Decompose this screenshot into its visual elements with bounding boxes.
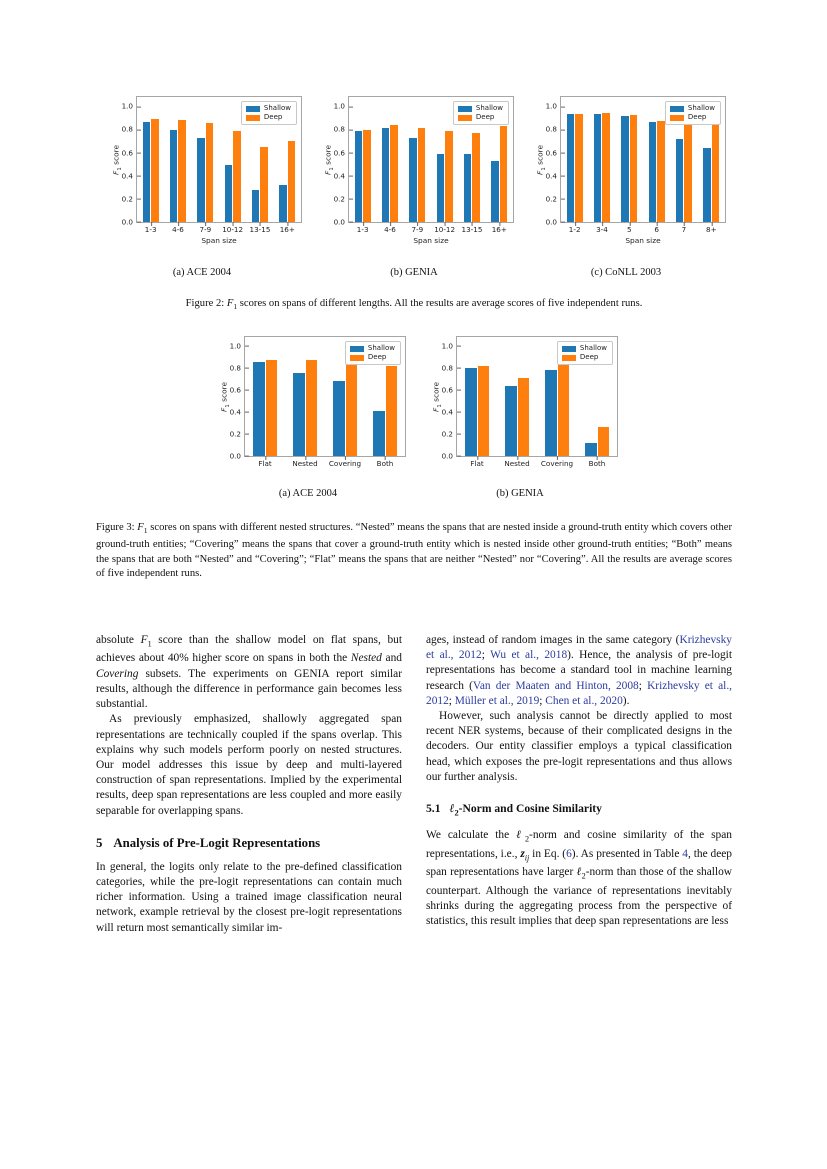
legend-label: Deep [687,113,707,121]
y-axis-tick: 1.0 [334,103,349,110]
paragraph-ner-decoders: However, such analysis cannot be directly applied to most recent NER systems, because of their complicated designs in the decoders. Our entity classifier employs a typical classification head, which exposes the pre-logit representations and thus allows our further analysis. [426,710,732,783]
bar-shallow [491,161,499,222]
bar-deep [346,361,357,456]
y-axis-tick: 0.4 [334,172,349,179]
legend-swatch-deep [350,355,364,361]
legend-entry [350,345,395,352]
bar-group [588,97,615,234]
figure-3-caption-body: scores on spans with different nested structures. “Nested” means the spans that are nested inside a ground-truth entity which covers other ground-truth entities; “Covering” means the spans that cover a ground-truth entity which is nested inside other ground-truth entities; “Both” means the spans that are both “Nested” and “Covering”; “Flat” means the spans that are neither “Nested” nor “Covering”. All the results are average scores of five independent runs. [96,522,733,579]
bar-group [457,337,497,468]
bar-shallow [621,116,629,222]
legend-swatch-shallow [670,106,684,112]
text-run: ). Hence, the analysis of pre-logit representations has become a standard tool in machine learning research ( [426,649,732,692]
citation-link[interactable]: Müller et al., 2019 [454,694,540,707]
bar-shallow [252,190,260,222]
y-axis-tick: 0.8 [334,126,349,133]
bar-shallow [437,154,445,222]
text-run: , the deep span representations have larger [426,847,732,879]
y-axis-tick: 0.6 [546,149,561,156]
chart-fig3a [202,328,414,483]
bar-shallow [143,122,151,222]
bar-deep [478,366,489,456]
y-axis-tick: 0.4 [230,408,245,415]
legend-label: Deep [367,353,387,361]
section-number: 5 [96,835,103,850]
figure-3-subcaption-b: (b) GENIA [496,488,544,499]
y-axis-tick: 0.0 [334,218,349,225]
bar-shallow [409,138,417,222]
bar-shallow [293,373,304,456]
body-column-right [426,633,732,929]
x-axis-tick: Both [376,459,394,468]
paragraph-prelogit-tool [426,633,732,709]
bar-shallow [585,443,596,456]
legend-entry [350,354,395,361]
figure-3-caption-prefix: Figure 3: [96,522,138,533]
y-axis-tick: 0.2 [122,195,137,202]
x-axis-tick: 7 [681,225,687,234]
legend-entry [670,114,715,121]
bar-deep [575,114,583,222]
text-run: ; [481,649,491,662]
math-subscript: 2 [581,871,586,881]
chart-legend [665,101,721,125]
body-column-left [96,633,402,936]
bar-deep [178,120,186,222]
figure-2-subcaption-c: (c) CoNLL 2003 [590,267,662,278]
x-axis-tick: Nested [504,459,530,468]
figure-2-caption [110,297,718,314]
bar-deep [684,118,692,222]
bar-shallow [567,114,575,222]
x-axis-tick: 7-9 [411,225,424,234]
legend-swatch-shallow [458,106,472,112]
math-subscript: 1 [147,639,152,649]
math-ell: ℓ [516,829,525,842]
y-axis-tick: 0.2 [442,430,457,437]
chart-legend [345,341,401,365]
x-axis-tick: 5 [627,225,632,234]
x-axis-tick: 16+ [491,225,507,234]
text-run: score than the shallow model on flat spans, but achieves about 40% higher score on spans in both the [96,634,402,665]
bar-deep [558,363,569,456]
paragraph-norm-cosine [426,828,732,929]
emphasis-nested: Nested [350,652,382,665]
bar-deep [598,427,609,456]
bar-deep [390,125,398,222]
legend-label: Shallow [367,344,395,352]
bar-deep [363,130,371,222]
y-axis-tick: 0.4 [442,408,457,415]
bar-group [137,97,164,234]
chart-legend [241,101,297,125]
bar-shallow [649,122,657,222]
legend-swatch-shallow [246,106,260,112]
bar-deep [500,126,508,222]
legend-entry [562,345,607,352]
text-run: absolute [96,634,141,646]
y-axis-tick: 0.8 [230,364,245,371]
section-title: Analysis of Pre-Logit Representations [113,835,321,850]
bar-deep [712,125,720,222]
x-axis-tick: 7-9 [199,225,212,234]
bar-shallow [465,368,476,456]
bar-deep [518,378,529,456]
text-run: subsets. The experiments on GENIA report similar results, although the difference in performance gain becomes less substantial. [96,667,402,711]
bar-deep [266,360,277,456]
bar-shallow [197,138,205,222]
bar-group [497,337,537,468]
legend-label: Shallow [579,344,607,352]
text-run: ; [539,694,546,707]
plot-area [323,96,514,245]
x-axis-label: Span size [625,236,661,245]
y-axis-tick: 0.8 [546,126,561,133]
x-axis-tick: 13-15 [249,225,271,234]
y-axis-tick: 0.2 [334,195,349,202]
text-run: ages, instead of random images in the same category ( [426,634,680,646]
y-axis-tick: 0.0 [230,452,245,459]
figure-2-charts [96,88,732,263]
legend-entry [670,105,715,112]
bar-group [376,97,403,234]
x-axis-tick: Covering [540,459,574,468]
x-axis-tick: 3-4 [596,225,608,234]
legend-entry [458,114,503,121]
subsection-number: 5.1 [426,802,441,816]
x-axis-tick: 10-12 [222,225,244,234]
bar-deep [386,366,397,456]
x-axis-tick: 6 [654,225,659,234]
legend-swatch-shallow [562,346,576,352]
y-axis-tick: 0.0 [442,452,457,459]
bar-deep [418,128,426,222]
figure-2-caption-body: scores on spans of different lengths. All the results are average scores of five independent runs. [237,298,643,309]
legend-label: Shallow [263,104,291,112]
chart-fig3b [414,328,626,483]
bar-shallow [545,370,556,456]
plot-area [431,336,618,468]
figure-3-caption-sub: 1 [143,526,148,536]
x-axis-label: Span size [201,236,237,245]
bar-shallow [676,139,684,222]
bar-deep [445,131,453,222]
y-axis-tick: 0.4 [546,172,561,179]
figure-3-subcaption-a: (a) ACE 2004 [278,488,338,499]
x-axis-tick: Covering [328,459,362,468]
bar-group [561,97,588,234]
bar-shallow [382,128,390,222]
legend-entry [246,114,291,121]
bar-deep [260,147,268,222]
emphasis-covering: Covering [96,667,139,680]
bar-deep [151,119,159,222]
legend-entry [458,105,503,112]
legend-swatch-deep [562,355,576,361]
math-subscript: 2 [454,808,459,818]
bar-deep [472,133,480,222]
bar-shallow [333,381,344,456]
x-axis-tick: Nested [292,459,318,468]
legend-label: Deep [579,353,599,361]
x-axis-tick: 4-6 [172,225,184,234]
chart-legend [453,101,509,125]
y-axis-label: $F_1$ score [323,144,335,175]
math-subscript: ij [524,853,530,863]
figure-3-caption [96,521,732,581]
plot-area [111,96,302,245]
bar-shallow [279,185,287,222]
bar-group [404,97,431,234]
bar-group [164,97,191,234]
y-axis-label: $F_1$ score [431,381,443,412]
paragraph-logits-intro: In general, the logits only relate to the pre-defined classification categories, while the pre-logit representations can contain much richer information. Using a trained image classification neural network, example retrieval by the closest pre-logit representations will return most semantically similar im- [96,860,402,934]
legend-label: Shallow [475,104,503,112]
plot-area [535,96,726,245]
bar-deep [233,131,241,222]
subsection-heading-5-1 [426,801,732,820]
x-axis-tick: Flat [470,459,484,468]
section-heading-5 [96,835,402,851]
bar-deep [657,121,665,222]
legend-label: Shallow [687,104,715,112]
chart-fig2b [308,88,520,263]
bar-shallow [703,148,711,222]
paragraph-continuation [96,633,402,712]
equation-ref-link[interactable]: 6 [566,847,572,860]
y-axis-tick: 0.0 [122,218,137,225]
y-axis-tick: 0.6 [122,149,137,156]
x-axis-label: Span size [413,236,449,245]
text-run: ). [622,694,630,707]
y-axis-tick: 0.0 [546,218,561,225]
figure-2-caption-prefix: Figure 2: [185,298,227,309]
figure-3-caption-f: F [137,522,144,533]
y-axis-tick: 0.2 [546,195,561,202]
chart-fig2a [96,88,308,263]
bar-shallow [253,362,264,456]
bar-shallow [594,114,602,222]
plot-area [219,336,406,468]
citation-link[interactable]: Chen et al., 2020 [545,694,623,707]
bar-shallow [373,411,384,456]
text-run: in Eq. ( [529,847,567,860]
x-axis-tick: 8+ [705,225,717,234]
x-axis-tick: 10-12 [434,225,456,234]
figure-2-caption-f: F [226,298,234,309]
text-run: and [381,652,402,665]
y-axis-tick: 0.8 [122,126,137,133]
math-z: z [520,847,525,860]
chart-fig2c [520,88,732,263]
legend-entry [562,354,607,361]
legend-swatch-deep [458,115,472,121]
legend-swatch-deep [246,115,260,121]
y-axis-tick: 1.0 [442,342,457,349]
bar-group [285,337,325,468]
subsection-title: -Norm and Cosine Similarity [458,802,602,816]
x-axis-tick: 16+ [279,225,295,234]
math-ell: ℓ [576,866,582,879]
y-axis-label: $F_1$ score [535,144,547,175]
legend-entry [246,105,291,112]
bar-deep [206,123,214,222]
legend-label: Deep [263,113,283,121]
math-f: F [140,634,148,646]
bar-deep [630,115,638,222]
y-axis-tick: 0.6 [334,149,349,156]
text-run: ). As presented in Table [571,847,683,860]
y-axis-label: $F_1$ score [111,144,123,175]
y-axis-tick: 0.2 [230,430,245,437]
citation-link[interactable]: Krizhevsky et al., 2012 [426,634,732,662]
bar-group [349,97,376,234]
x-axis-tick: 1-3 [144,225,157,234]
y-axis-tick: 0.6 [230,386,245,393]
math-subscript: 2 [524,834,530,844]
bar-deep [306,360,317,456]
x-axis-tick: 4-6 [384,225,396,234]
x-axis-tick: 1-2 [568,225,581,234]
text-run: -norm than those of the shallow counterpart. Although the variance of representations inevitably shrinks during the aggregating process from the perspective of statistics, this result implies that deep span representations are less [426,866,733,928]
citation-link[interactable]: Krizhevsky et al., 2012 [426,679,733,707]
y-axis-tick: 0.4 [122,172,137,179]
figure-2-subcaption-a: (a) ACE 2004 [172,267,232,278]
bar-shallow [505,386,516,456]
bar-group [192,97,219,234]
x-axis-tick: Flat [258,459,272,468]
figure-3-charts [202,328,626,483]
chart-legend [557,341,613,365]
citation-link[interactable]: Wu et al., 2018 [490,649,568,662]
bar-deep [288,141,296,222]
y-axis-tick: 1.0 [546,103,561,110]
legend-label: Deep [475,113,495,121]
paragraph-shallow-aggregation: As previously emphasized, shallowly aggregated span representations are technically coupled if the spans overlap. This explains why such models perform poorly on nested structures. Our model addresses this issue by deep and multi-layered construction of span representations. Implied by the experimental results, deep span representations are less coupled and more easily separable for overlapping spans. [96,713,402,817]
x-axis-tick: 1-3 [356,225,369,234]
bar-group [616,97,643,234]
text-run: ; [448,694,455,707]
math-ell: ℓ [449,802,455,816]
y-axis-tick: 0.6 [442,386,457,393]
table-ref-link[interactable]: 4 [682,847,688,860]
bar-shallow [170,130,178,222]
legend-swatch-shallow [350,346,364,352]
citation-link[interactable]: Van der Maaten and Hinton, 2008 [472,679,639,692]
y-axis-tick: 1.0 [122,103,137,110]
bar-shallow [355,131,363,222]
text-run: We calculate the [426,829,517,842]
bar-deep [602,113,610,222]
figure-2-caption-sub: 1 [233,302,238,312]
y-axis-label: $F_1$ score [219,381,231,412]
bar-shallow [225,165,233,222]
text-run: -norm and cosine similarity of the span representations, i.e., [426,829,732,860]
bar-group [245,337,285,468]
x-axis-tick: 13-15 [461,225,483,234]
figure-2-subcaption-b: (b) GENIA [390,267,438,278]
y-axis-tick: 0.8 [442,364,457,371]
x-axis-tick: Both [588,459,606,468]
text-run: ; [638,679,648,692]
legend-swatch-deep [670,115,684,121]
y-axis-tick: 1.0 [230,342,245,349]
bar-shallow [464,154,472,222]
